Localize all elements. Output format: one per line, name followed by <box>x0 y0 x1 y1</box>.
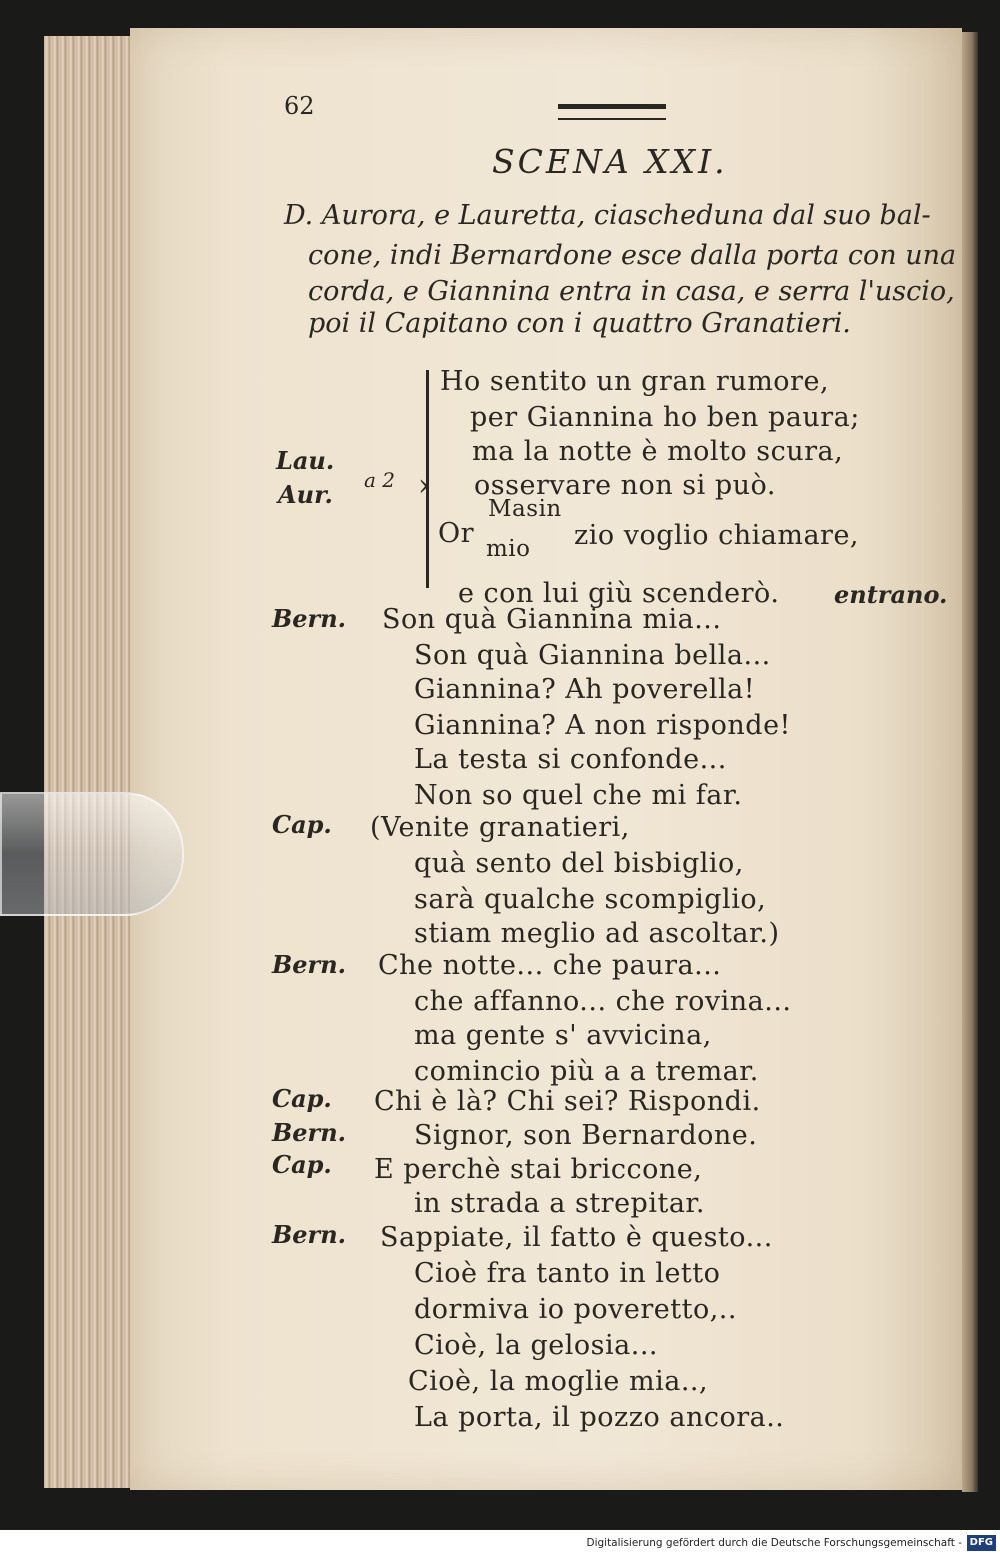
verse-line: Cioè, la gelosia... <box>414 1330 658 1361</box>
verse-alternative: mio <box>486 536 531 562</box>
speaker-label: Cap. <box>272 810 332 839</box>
header-rule-thin <box>558 118 666 120</box>
facing-page-edge <box>962 32 978 1492</box>
verse-line: Ho sentito un gran rumore, <box>440 366 830 397</box>
verse-line: per Giannina ho ben paura; <box>470 402 860 433</box>
verse-alternative: Masin <box>488 496 562 522</box>
speaker-label: Aur. <box>278 480 333 509</box>
verse-line: dormiva io poveretto,.. <box>414 1294 737 1325</box>
dfg-logo: DFG <box>967 1535 996 1551</box>
verse-line: Giannina? A non risponde! <box>414 710 791 741</box>
verse-line: Son quà Giannina mia... <box>382 604 722 635</box>
stage-direction-line: poi il Capitano con i quattro Granatieri. <box>308 308 851 339</box>
stage-direction-line: D. Aurora, e Lauretta, ciascheduna dal suo bal- <box>284 200 931 231</box>
duet-mark: a 2 <box>364 468 396 492</box>
page-number: 62 <box>284 92 315 120</box>
scene-title: SCENA XXI. <box>492 142 728 181</box>
speaker-label: Bern. <box>272 1220 347 1249</box>
verse-line: Giannina? Ah poverella! <box>414 674 756 705</box>
verse-line: sarà qualche scompiglio, <box>414 884 767 915</box>
verse-line: Son quà Giannina bella... <box>414 640 771 671</box>
speaker-label: Cap. <box>272 1150 332 1179</box>
stage-note: entrano. <box>834 580 948 609</box>
verse-line: e con lui giù scenderò. <box>458 578 780 609</box>
verse-line: Cioè, la moglie mia.., <box>408 1366 709 1397</box>
stage-direction-line: cone, indi Bernardone esce dalla porta con una <box>308 240 957 271</box>
verse-line: La porta, il pozzo ancora.. <box>414 1402 785 1433</box>
verse-line: ma gente s' avvicina, <box>414 1020 712 1051</box>
speaker-label: Cap. <box>272 1084 332 1113</box>
verse-line: Sappiate, il fatto è questo... <box>380 1222 773 1253</box>
verse-line: stiam meglio ad ascoltar.) <box>414 918 780 949</box>
verse-line: quà sento del bisbiglio, <box>414 848 744 879</box>
verse-line-prefix: Or <box>438 518 475 549</box>
verse-line: Cioè fra tanto in letto <box>414 1258 721 1289</box>
verse-line: La testa si confonde... <box>414 744 727 775</box>
footer-credit: Digitalisierung gefördert durch die Deutsche Forschungsgemeinschaft - <box>586 1537 962 1549</box>
header-rule-thick <box>558 104 666 109</box>
verse-line: E perchè stai briccone, <box>374 1154 703 1185</box>
verse-line: zio voglio chiamare, <box>574 520 860 551</box>
stage-direction-line: corda, e Giannina entra in casa, e serra l'uscio, <box>308 276 955 307</box>
verse-line: Non so quel che mi far. <box>414 780 743 811</box>
verse-line: Che notte... che paura... <box>378 950 722 981</box>
verse-line: osservare non si può. <box>474 470 776 501</box>
speaker-label: Bern. <box>272 950 347 979</box>
verse-line: comincio più a a tremar. <box>414 1056 759 1087</box>
footer-bar <box>0 1530 1000 1558</box>
verse-line: che affanno... che rovina... <box>414 986 792 1017</box>
page-clip <box>0 792 184 916</box>
verse-line: (Venite granatieri, <box>370 812 630 843</box>
verse-line: Chi è là? Chi sei? Rispondi. <box>374 1086 761 1117</box>
speaker-label: Lau. <box>276 446 335 475</box>
verse-line: ma la notte è molto scura, <box>472 436 844 467</box>
speaker-label: Bern. <box>272 604 347 633</box>
duet-brace-tip: › <box>418 468 430 503</box>
verse-line: in strada a strepitar. <box>414 1188 705 1219</box>
speaker-label: Bern. <box>272 1118 347 1147</box>
verse-line: Signor, son Bernardone. <box>414 1120 758 1151</box>
